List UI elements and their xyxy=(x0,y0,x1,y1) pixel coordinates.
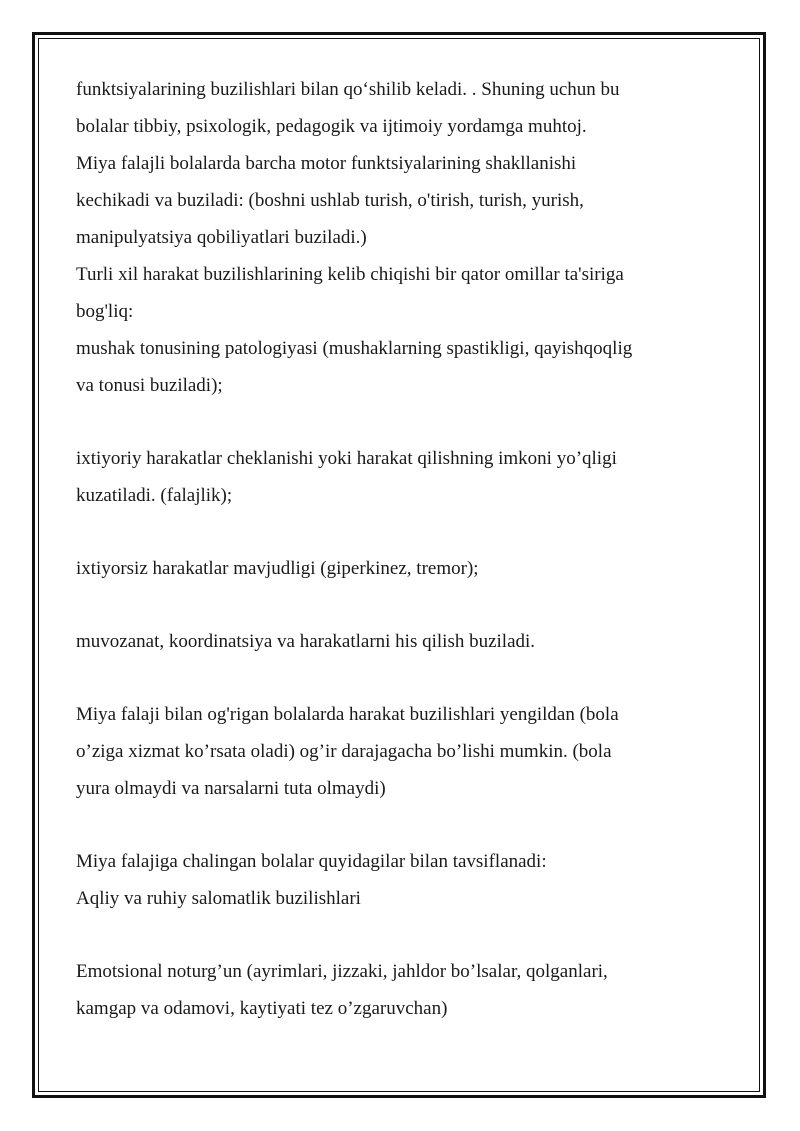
text-line: ixtiyoriy harakatlar cheklanishi yoki harakat qilishning imkoni yo’qligi xyxy=(76,448,617,469)
text-line: Emotsional noturg’un (ayrimlari, jizzaki, jahldor bo’lsalar, qolganlari, xyxy=(76,961,608,982)
text-line: bolalar tibbiy, psixologik, pedagogik va ijtimoiy yordamga muhtoj. xyxy=(76,116,587,137)
text-line: funktsiyalarining buzilishlari bilan qo‘shilib keladi. . Shuning uchun bu xyxy=(76,79,620,100)
text-line: muvozanat, koordinatsiya va harakatlarni his qilish buziladi. xyxy=(76,631,536,652)
text-line: kuzatiladi. (falajlik); xyxy=(76,485,233,506)
paragraph-gap xyxy=(76,663,716,699)
text-line: kechikadi va buziladi: (boshni ushlab turish, o'tirish, turish, yurish, xyxy=(76,190,584,211)
text-line: ixtiyorsiz harakatlar mavjudligi (giperkinez, tremor); xyxy=(76,558,479,579)
text-line: manipulyatsiya qobiliyatlari buziladi.) xyxy=(76,227,367,248)
text-line: kamgap va odamovi, kaytiyati tez o’zgaruvchan) xyxy=(76,998,448,1019)
text-line: va tonusi buziladi); xyxy=(76,375,223,396)
document-body xyxy=(76,74,716,1030)
text-line: Miya falajli bolalarda barcha motor funktsiyalarining shakllanishi xyxy=(76,153,577,174)
text-line: mushak tonusining patologiyasi (mushaklarning spastikligi, qayishqoqlig xyxy=(76,338,633,359)
paragraph-gap xyxy=(76,590,716,626)
paragraph-gap xyxy=(76,517,716,553)
text-line: yura olmaydi va narsalarni tuta olmaydi) xyxy=(76,778,386,799)
paragraph-gap xyxy=(76,810,716,846)
paragraph-gap xyxy=(76,407,716,443)
text-line: Turli xil harakat buzilishlarining kelib chiqishi bir qator omillar ta'siriga xyxy=(76,264,624,285)
text-line: o’ziga xizmat ko’rsata oladi) og’ir darajagacha bo’lishi mumkin. (bola xyxy=(76,741,612,762)
text-line: Aqliy va ruhiy salomatlik buzilishlari xyxy=(76,888,361,909)
text-line: Miya falajiga chalingan bolalar quyidagilar bilan tavsiflanadi: xyxy=(76,851,547,872)
paragraph-gap xyxy=(76,920,716,956)
text-line: bog'liq: xyxy=(76,301,134,322)
text-line: Miya falaji bilan og'rigan bolalarda harakat buzilishlari yengildan (bola xyxy=(76,704,619,725)
